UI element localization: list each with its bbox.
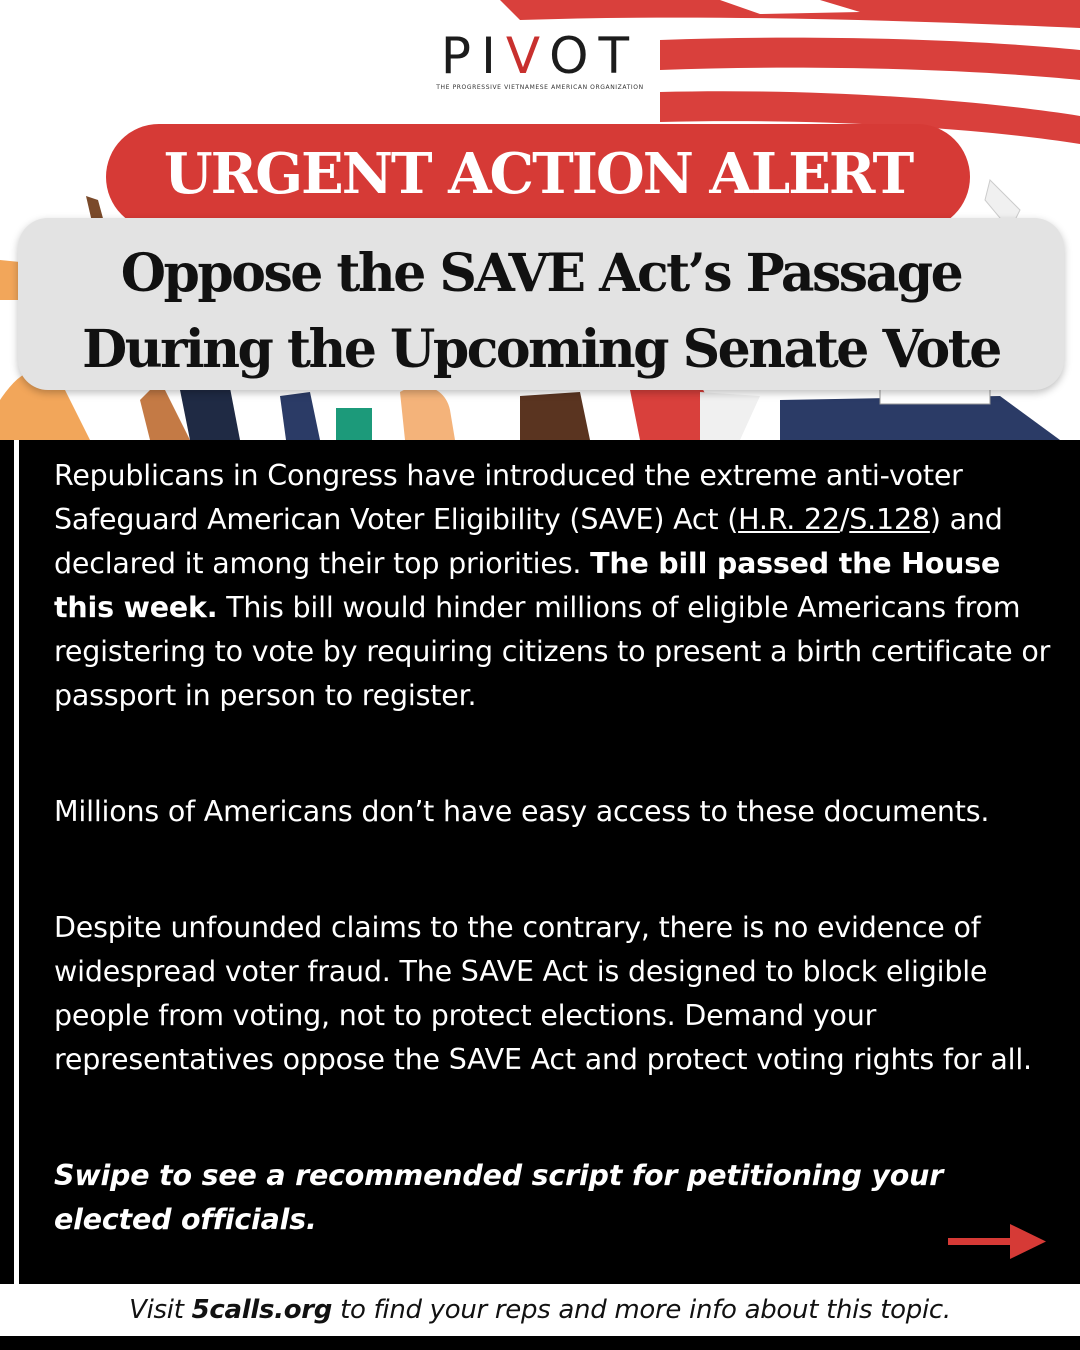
logo-wordmark [430,28,650,84]
hero-banner [0,0,1080,440]
logo-tagline: THE PROGRESSIVE VIETNAMESE AMERICAN ORGANIZATION [436,84,644,91]
urgent-alert-label: URGENT ACTION ALERT [163,141,913,207]
page-title [18,236,1064,388]
urgent-alert-banner [106,124,970,230]
swipe-prompt: Swipe to see a recommended script for petitioning your elected officials. [54,1159,944,1236]
bill-link-s128[interactable]: S.128 [849,503,930,536]
intro-bold-text: The bill passed the House this week. [54,547,1001,624]
intro-paragraph [54,454,1054,718]
left-accent-line [14,440,19,1284]
footer-text-post: to find your reps and more info about this topic. [332,1295,951,1325]
headline-line-2: During the Upcoming Senate Vote [82,319,1000,380]
logo-word-v: V [505,27,550,85]
bottom-bar [0,1336,1080,1350]
intro-text-2: ) and declared it among their top priorities. [54,503,1003,580]
intro-text-3: This bill would hinder millions of eligible Americans from registering to vote by requiring citizens to present a birth certificate or passport in person to register. [54,591,1051,712]
arrow-right-icon[interactable] [948,1222,1046,1262]
footer-cta [0,1284,1080,1336]
logo-word-part2: OT [549,27,640,85]
access-paragraph: Millions of Americans don’t have easy access to these documents. [54,795,990,828]
logo-word-part1: PI [440,27,506,85]
headline-card [18,218,1064,390]
fraud-paragraph: Despite unfounded claims to the contrary, there is no evidence of widespread voter fraud. The SAVE Act is designed to block eligible people from voting, not to protect elections. Demand your representatives oppose the SAVE Act and protect voting rights for all. [54,911,1032,1076]
5calls-link[interactable]: 5calls.org [191,1295,333,1325]
footer-text-pre: Visit [129,1295,192,1325]
bill-link-separator: / [839,503,850,536]
headline-line-1: Oppose the SAVE Act’s Passage [120,243,962,304]
intro-text-1: Republicans in Congress have introduced the extreme anti-voter Safeguard American Voter Eligibility (SAVE) Act ( [54,459,963,536]
pivot-logo [430,28,650,98]
bill-link-hr22[interactable]: H.R. 22 [738,503,840,536]
